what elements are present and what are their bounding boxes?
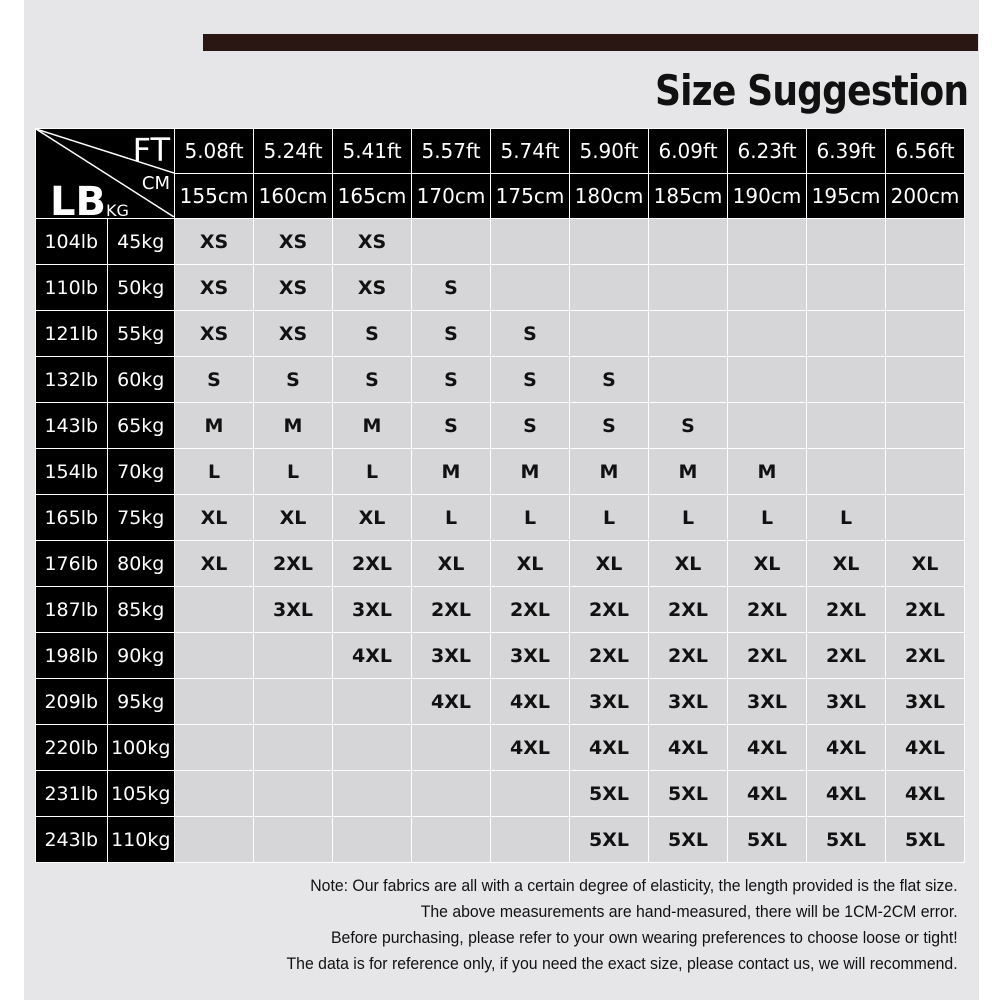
weight-lb-cell: 154lb <box>36 449 108 495</box>
size-cell <box>175 633 254 679</box>
size-cell <box>649 219 728 265</box>
size-cell <box>807 219 886 265</box>
weight-lb-cell: 243lb <box>36 817 108 863</box>
size-cell <box>491 265 570 311</box>
height-cm-header: 200cm <box>886 174 965 219</box>
corner-label-ft: FT <box>132 131 170 169</box>
size-cell: 4XL <box>333 633 412 679</box>
size-cell <box>175 771 254 817</box>
height-cm-header: 160cm <box>254 174 333 219</box>
size-cell: L <box>254 449 333 495</box>
size-cell <box>175 587 254 633</box>
table-row <box>36 265 965 311</box>
size-cell <box>491 219 570 265</box>
size-cell: 3XL <box>807 679 886 725</box>
size-cell <box>807 403 886 449</box>
size-cell: XS <box>175 311 254 357</box>
size-cell: 3XL <box>570 679 649 725</box>
size-chart-table <box>35 128 965 863</box>
weight-lb-cell: 132lb <box>36 357 108 403</box>
size-cell: 2XL <box>570 633 649 679</box>
height-ft-header: 5.74ft <box>491 129 570 174</box>
size-cell <box>886 495 965 541</box>
size-cell <box>333 679 412 725</box>
corner-label-lb: LB <box>50 179 106 219</box>
height-cm-header: 195cm <box>807 174 886 219</box>
size-cell <box>333 771 412 817</box>
table-row <box>36 541 965 587</box>
height-ft-header: 6.09ft <box>649 129 728 174</box>
size-cell: XL <box>886 541 965 587</box>
table-row <box>36 219 965 265</box>
size-cell <box>254 771 333 817</box>
weight-kg-cell: 75kg <box>107 495 175 541</box>
size-cell: S <box>570 403 649 449</box>
height-ft-header: 5.41ft <box>333 129 412 174</box>
size-cell <box>807 449 886 495</box>
size-cell: S <box>254 357 333 403</box>
size-cell: XL <box>254 495 333 541</box>
size-cell: 5XL <box>570 817 649 863</box>
height-cm-header: 185cm <box>649 174 728 219</box>
size-cell: XL <box>807 541 886 587</box>
height-cm-header: 180cm <box>570 174 649 219</box>
notes-section <box>287 873 958 977</box>
size-cell: 5XL <box>649 771 728 817</box>
size-cell: 4XL <box>728 725 807 771</box>
size-cell: XL <box>728 541 807 587</box>
weight-lb-cell: 209lb <box>36 679 108 725</box>
height-ft-header: 5.08ft <box>175 129 254 174</box>
size-cell <box>570 311 649 357</box>
header-decorative-bar <box>203 34 978 51</box>
size-cell <box>570 265 649 311</box>
size-cell: 2XL <box>333 541 412 587</box>
height-ft-header: 5.57ft <box>412 129 491 174</box>
size-cell: L <box>570 495 649 541</box>
size-cell: 4XL <box>807 771 886 817</box>
size-cell <box>886 403 965 449</box>
height-cm-header: 190cm <box>728 174 807 219</box>
weight-lb-cell: 220lb <box>36 725 108 771</box>
weight-kg-cell: 90kg <box>107 633 175 679</box>
size-cell: 4XL <box>886 725 965 771</box>
height-ft-header: 5.24ft <box>254 129 333 174</box>
size-cell: M <box>649 449 728 495</box>
note-line: The above measurements are hand-measured, there will be 1CM-2CM error. <box>421 902 958 921</box>
size-cell: S <box>570 357 649 403</box>
size-cell: S <box>412 265 491 311</box>
size-cell <box>807 265 886 311</box>
size-cell <box>649 311 728 357</box>
size-cell <box>728 403 807 449</box>
weight-kg-cell: 110kg <box>107 817 175 863</box>
size-cell <box>491 771 570 817</box>
corner-label-cm: CM <box>141 173 170 194</box>
size-cell: S <box>491 311 570 357</box>
weight-lb-cell: 176lb <box>36 541 108 587</box>
size-cell <box>728 357 807 403</box>
size-cell: M <box>333 403 412 449</box>
size-cell <box>570 219 649 265</box>
size-cell: L <box>728 495 807 541</box>
size-cell: XS <box>333 265 412 311</box>
size-cell: 2XL <box>649 633 728 679</box>
size-cell: 2XL <box>886 633 965 679</box>
header-row-ft <box>36 129 965 174</box>
corner-label-kg: KG <box>106 201 129 219</box>
size-cell: XL <box>649 541 728 587</box>
size-cell <box>649 357 728 403</box>
size-cell: 2XL <box>886 587 965 633</box>
size-cell <box>254 633 333 679</box>
weight-lb-cell: 198lb <box>36 633 108 679</box>
size-cell <box>412 725 491 771</box>
weight-lb-cell: 187lb <box>36 587 108 633</box>
size-cell: 3XL <box>254 587 333 633</box>
size-cell <box>728 311 807 357</box>
size-cell <box>807 357 886 403</box>
weight-kg-cell: 95kg <box>107 679 175 725</box>
size-cell: S <box>491 357 570 403</box>
size-cell: 5XL <box>728 817 807 863</box>
weight-lb-cell: 231lb <box>36 771 108 817</box>
size-cell: 3XL <box>886 679 965 725</box>
size-cell: L <box>175 449 254 495</box>
header-row-cm <box>36 174 965 219</box>
size-cell: 3XL <box>491 633 570 679</box>
height-ft-header: 5.90ft <box>570 129 649 174</box>
size-cell <box>254 817 333 863</box>
table-row <box>36 587 965 633</box>
table-row <box>36 725 965 771</box>
weight-lb-cell: 104lb <box>36 219 108 265</box>
height-ft-header: 6.23ft <box>728 129 807 174</box>
height-cm-header: 155cm <box>175 174 254 219</box>
size-cell: XL <box>570 541 649 587</box>
size-cell: S <box>649 403 728 449</box>
size-cell <box>491 817 570 863</box>
size-cell: XS <box>333 219 412 265</box>
size-cell: 3XL <box>728 679 807 725</box>
size-cell: M <box>728 449 807 495</box>
size-cell: L <box>333 449 412 495</box>
size-cell: 4XL <box>728 771 807 817</box>
size-cell: L <box>807 495 886 541</box>
weight-lb-cell: 165lb <box>36 495 108 541</box>
size-cell <box>175 817 254 863</box>
table-row <box>36 495 965 541</box>
size-cell: XS <box>254 311 333 357</box>
weight-kg-cell: 70kg <box>107 449 175 495</box>
height-cm-header: 170cm <box>412 174 491 219</box>
size-cell <box>333 725 412 771</box>
table-row <box>36 403 965 449</box>
table-row <box>36 449 965 495</box>
size-cell: L <box>412 495 491 541</box>
weight-lb-cell: 121lb <box>36 311 108 357</box>
size-cell: 2XL <box>412 587 491 633</box>
size-cell: 4XL <box>570 725 649 771</box>
height-ft-header: 6.56ft <box>886 129 965 174</box>
table-corner-header <box>36 129 175 219</box>
note-line: Note: Our fabrics are all with a certain degree of elasticity, the length provided is the flat size. <box>310 876 958 895</box>
size-cell: 3XL <box>649 679 728 725</box>
size-cell: XS <box>175 265 254 311</box>
size-cell: 4XL <box>807 725 886 771</box>
size-cell: 4XL <box>412 679 491 725</box>
table-row <box>36 771 965 817</box>
size-cell: S <box>412 357 491 403</box>
size-cell <box>175 725 254 771</box>
table-row <box>36 357 965 403</box>
weight-kg-cell: 105kg <box>107 771 175 817</box>
size-cell: 5XL <box>886 817 965 863</box>
size-cell: 4XL <box>491 679 570 725</box>
page-title: Size Suggestion <box>654 66 968 115</box>
size-cell: S <box>412 403 491 449</box>
size-cell <box>649 265 728 311</box>
size-cell: 3XL <box>412 633 491 679</box>
height-cm-header: 165cm <box>333 174 412 219</box>
size-cell: XS <box>175 219 254 265</box>
size-cell: S <box>333 357 412 403</box>
size-cell: XS <box>254 219 333 265</box>
weight-lb-cell: 110lb <box>36 265 108 311</box>
size-cell: 2XL <box>649 587 728 633</box>
weight-kg-cell: 50kg <box>107 265 175 311</box>
size-cell <box>333 817 412 863</box>
size-cell: XL <box>412 541 491 587</box>
size-cell <box>175 679 254 725</box>
size-cell: M <box>254 403 333 449</box>
size-cell: M <box>570 449 649 495</box>
size-cell: 4XL <box>886 771 965 817</box>
size-cell <box>886 219 965 265</box>
weight-kg-cell: 80kg <box>107 541 175 587</box>
size-cell: 2XL <box>254 541 333 587</box>
table-row <box>36 679 965 725</box>
weight-kg-cell: 60kg <box>107 357 175 403</box>
size-cell <box>807 311 886 357</box>
size-cell: XL <box>175 541 254 587</box>
size-cell <box>412 219 491 265</box>
size-cell: XL <box>491 541 570 587</box>
weight-kg-cell: 85kg <box>107 587 175 633</box>
table-row <box>36 311 965 357</box>
size-cell: M <box>491 449 570 495</box>
size-cell: L <box>491 495 570 541</box>
size-cell <box>728 219 807 265</box>
size-cell: S <box>412 311 491 357</box>
size-cell: 2XL <box>570 587 649 633</box>
size-cell: S <box>333 311 412 357</box>
size-cell: 3XL <box>333 587 412 633</box>
size-cell: S <box>491 403 570 449</box>
weight-kg-cell: 45kg <box>107 219 175 265</box>
size-cell <box>886 449 965 495</box>
size-cell: XL <box>175 495 254 541</box>
size-cell: 2XL <box>807 633 886 679</box>
size-cell: 2XL <box>491 587 570 633</box>
size-cell: XS <box>254 265 333 311</box>
size-cell: 2XL <box>728 587 807 633</box>
size-cell <box>254 725 333 771</box>
height-ft-header: 6.39ft <box>807 129 886 174</box>
weight-lb-cell: 143lb <box>36 403 108 449</box>
size-cell <box>412 817 491 863</box>
size-cell <box>886 311 965 357</box>
size-cell: XL <box>333 495 412 541</box>
size-cell <box>886 265 965 311</box>
height-cm-header: 175cm <box>491 174 570 219</box>
weight-kg-cell: 65kg <box>107 403 175 449</box>
size-cell <box>728 265 807 311</box>
size-cell: 5XL <box>570 771 649 817</box>
weight-kg-cell: 100kg <box>107 725 175 771</box>
table-row <box>36 633 965 679</box>
size-cell: M <box>175 403 254 449</box>
size-cell: 2XL <box>728 633 807 679</box>
size-cell: S <box>175 357 254 403</box>
size-cell: 5XL <box>807 817 886 863</box>
size-cell: 5XL <box>649 817 728 863</box>
size-cell: 4XL <box>649 725 728 771</box>
note-line: Before purchasing, please refer to your own wearing preferences to choose loose or tight! <box>331 928 958 947</box>
size-cell: 4XL <box>491 725 570 771</box>
weight-kg-cell: 55kg <box>107 311 175 357</box>
size-cell: L <box>649 495 728 541</box>
size-cell <box>412 771 491 817</box>
size-cell <box>886 357 965 403</box>
size-cell: M <box>412 449 491 495</box>
size-cell: 2XL <box>807 587 886 633</box>
note-line: The data is for reference only, if you need the exact size, please contact us, we will recommend. <box>286 954 958 973</box>
table-row <box>36 817 965 863</box>
size-cell <box>254 679 333 725</box>
